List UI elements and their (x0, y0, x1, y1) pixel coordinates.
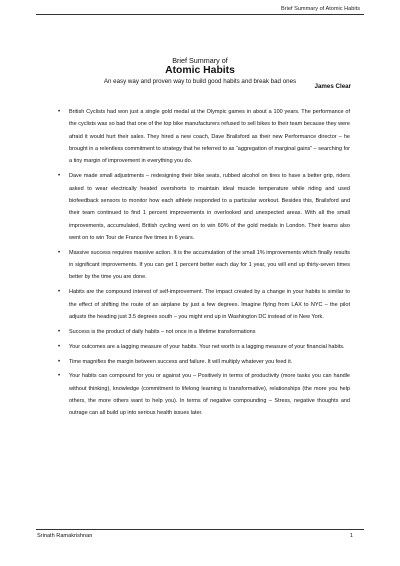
list-item (58, 247, 350, 284)
list-item (58, 170, 350, 244)
bullet-icon: • (58, 289, 61, 296)
list-item (58, 341, 350, 353)
bullet-text: Dave made small adjustments – redesigning their bike seats, rubbed alcohol on tires to have a better grip, riders asked to wear electrically heated overshorts to maintain ideal muscle temperature while riding and used biofeedback sensors to monitor how each athlete responded to a particular workout. Besides this, Brailsford and their team continued to find 1 percent improvements in overlooked and unexpected areas. With all the small improvements, accumulated, British cycling went on to win 60% of the gold medals in London. Their teams also went on to win Tour de France five times in 6 years. (69, 173, 350, 241)
document-title: Atomic Habits (165, 65, 235, 76)
list-item (58, 370, 350, 419)
bullet-icon: • (58, 249, 61, 256)
book-author: James Clear (314, 83, 351, 90)
document-subtitle: An easy way and proven way to build good habits and break bad ones (103, 78, 297, 85)
bullet-text: Success is the product of daily habits – not once in a lifetime transformations (69, 328, 256, 335)
bullet-text: Your habits can compound for you or against you – Positively in terms of productivity (more tasks you can handle without thinking), knowledge (commitment to lifelong learning is transformative), relationships (the more you help others, the more others want to help you). In terms of negative compounding – Stress, negative thoughts and outrage can all build up into serious health issues later. (69, 373, 350, 417)
bullet-icon: • (58, 173, 61, 180)
header-rule (36, 14, 364, 15)
page-number: 1 (349, 533, 353, 539)
bullet-text: Your outcomes are a lagging measure of your habits. Your net worth is a lagging measure of your financial habits. (69, 343, 345, 350)
summary-content (58, 106, 350, 422)
list-item (58, 106, 350, 168)
list-item (58, 356, 350, 368)
bullet-icon: • (58, 109, 61, 115)
title-block (36, 56, 364, 86)
bullet-text: British Cyclists had won just a single gold medal at the Olympic games in about a 100 years. The performance of the cyclists was so bad that one of the top bike manufacturers refused to sell bikes to their team because they were afraid it would hurt their sales. They hired a new coach, Dave Brailsford as their new Performance director – he brought in a relentless commitment to strategy that he referred to as “aggregation of marginal gains” – searching for a tiny margin of improvement in everything you do. (69, 109, 350, 165)
bullet-icon: • (58, 373, 61, 380)
bullet-text: Habits are the compound interest of self-improvement. The impact created by a change in your habits is similar to the effect of shifting the route of an airplane by just a few degrees. Imagine flying from LAX to NYC – the pilot adjusts the heading just 3.5 degrees south – you might end up in Washington DC instead of in New York. (69, 289, 350, 320)
summary-bullet-list (58, 106, 350, 420)
bullet-icon: • (58, 358, 61, 365)
footer-rule (36, 529, 364, 530)
running-header: Brief Summary of Atomic Habits (281, 6, 360, 12)
list-item (58, 326, 350, 338)
bullet-text: Time magnifies the margin between success and failure. It will multiply whatever you feed it. (69, 358, 293, 365)
list-item (58, 286, 350, 323)
bullet-icon: • (58, 343, 61, 350)
footer-author: Srinath Ramakrishnan (37, 533, 93, 539)
overtitle: Brief Summary of (172, 56, 228, 65)
bullet-icon: • (58, 328, 61, 335)
bullet-text: Massive success requires massive action. It is the accumulation of the small 1% improvements which finally results in significant improvements. If you can get 1 percent better each day for 1 year, you will end up thirty-seven times better by the time you are done. (69, 249, 350, 281)
